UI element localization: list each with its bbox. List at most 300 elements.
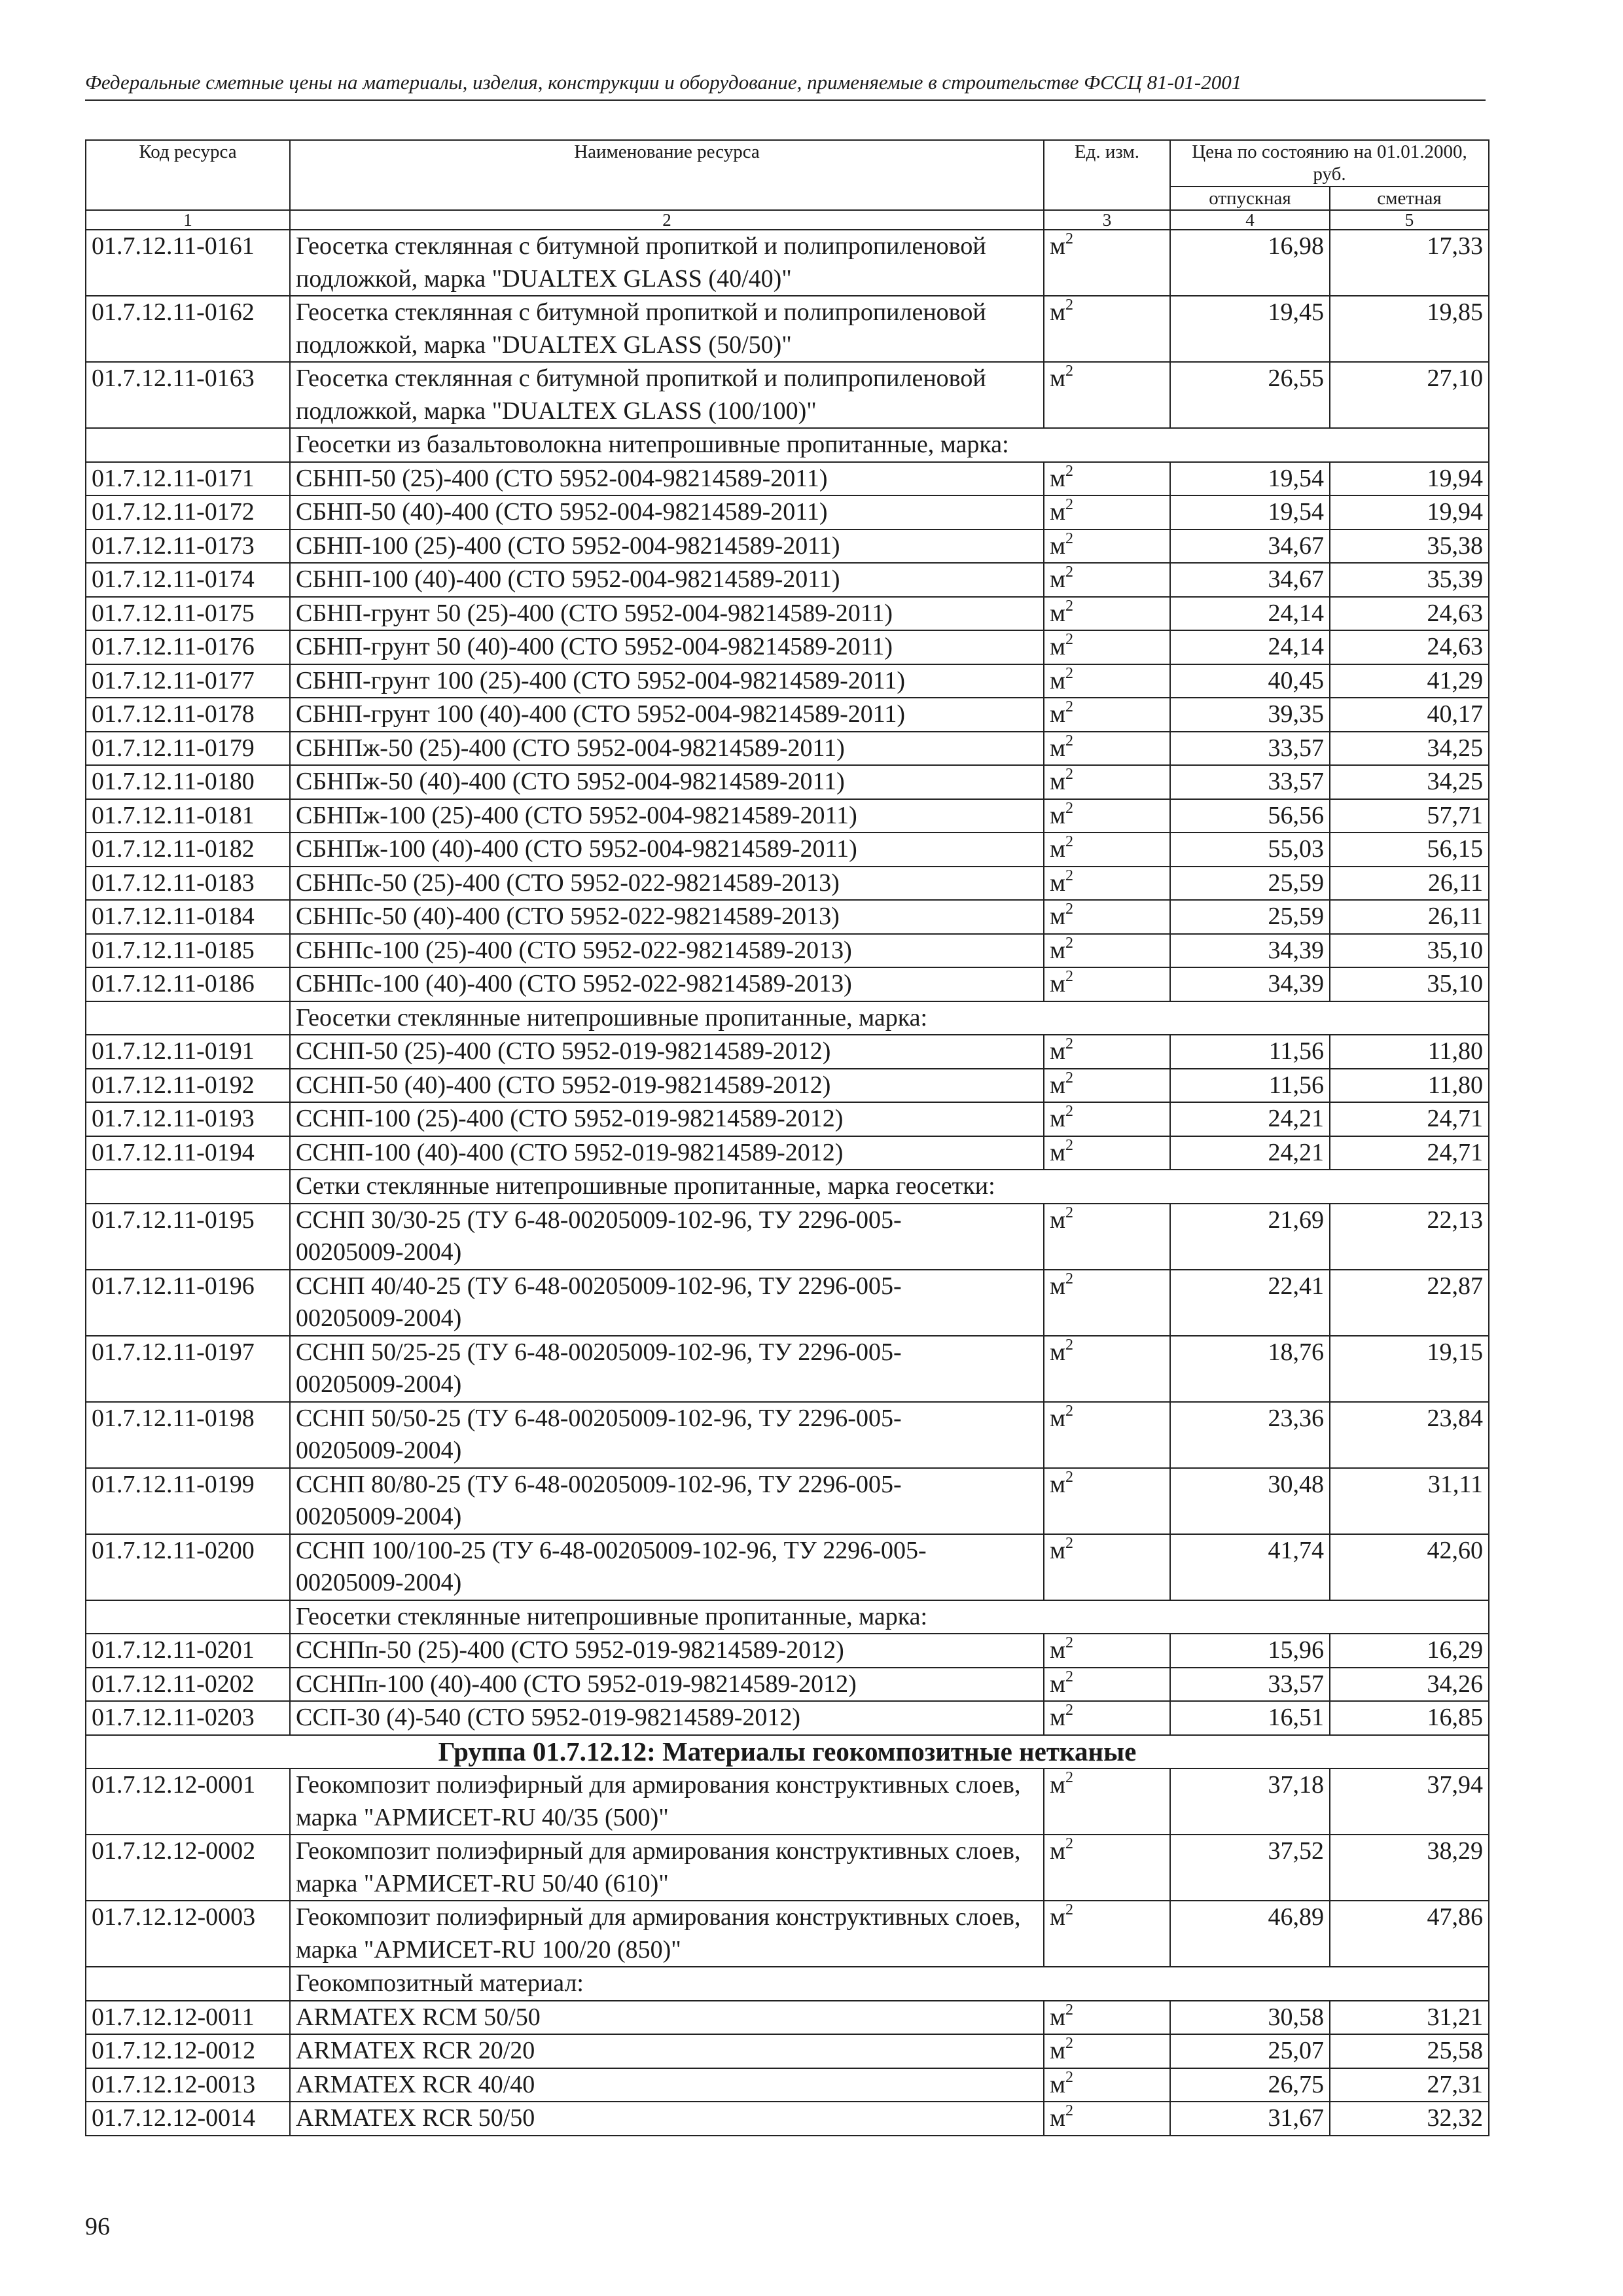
resource-code-text: 01.7.12.12-0002: [92, 1837, 256, 1865]
estimate-price-text: 11,80: [1427, 1071, 1484, 1099]
release-price: [1170, 230, 1330, 296]
estimate-price: [1330, 1069, 1489, 1103]
subheading: [290, 1170, 1489, 1204]
resource-name: [290, 664, 1044, 698]
release-price: [1170, 900, 1330, 934]
col-index: 2: [290, 210, 1044, 230]
estimate-price: [1330, 230, 1489, 296]
unit: [1044, 1204, 1170, 1270]
unit-text: м: [1050, 1837, 1066, 1865]
release-price-text: 25,07: [1268, 2037, 1324, 2064]
estimate-price-text: 24,63: [1427, 599, 1484, 627]
estimate-price: [1330, 900, 1489, 934]
unit-exponent: 2: [1065, 2102, 1074, 2119]
resource-code: [86, 1835, 290, 1901]
subheading: [290, 428, 1489, 462]
subheading-row: [86, 1600, 1489, 1634]
release-price: [1170, 799, 1330, 833]
resource-name: [290, 630, 1044, 664]
unit-text: м: [1050, 1272, 1066, 1300]
unit-text: м: [1050, 1338, 1066, 1366]
resource-code: [86, 1768, 290, 1835]
resource-code-text: 01.7.12.11-0186: [92, 970, 255, 997]
resource-name-text: СБНП-грунт 50 (40)-400 (СТО 5952-004-98214589-2011): [296, 633, 893, 660]
resource-name: [290, 1901, 1044, 1967]
release-price: [1170, 2068, 1330, 2102]
table-row: [86, 529, 1489, 564]
release-price-text: 40,45: [1268, 666, 1324, 694]
release-price: [1170, 967, 1330, 1001]
release-price: [1170, 1634, 1330, 1668]
table-row: [86, 1534, 1489, 1600]
release-price-text: 11,56: [1268, 1071, 1324, 1099]
resource-code: [86, 732, 290, 766]
resource-name: [290, 1136, 1044, 1170]
table-body: [86, 230, 1489, 2136]
price-table: [85, 139, 1489, 2136]
unit: [1044, 732, 1170, 766]
release-price-text: 31,67: [1268, 2104, 1324, 2132]
resource-code-text: 01.7.12.11-0194: [92, 1138, 255, 1166]
resource-code-text: 01.7.12.11-0177: [92, 666, 255, 694]
table-row: [86, 1336, 1489, 1402]
unit-exponent: 2: [1065, 1702, 1074, 1719]
estimate-price: [1330, 597, 1489, 631]
unit-exponent: 2: [1065, 631, 1074, 648]
group-heading-row: [86, 1735, 1489, 1769]
release-price: [1170, 529, 1330, 564]
unit: [1044, 529, 1170, 564]
resource-code: [86, 934, 290, 968]
table-row: [86, 2034, 1489, 2068]
unit-exponent: 2: [1065, 1769, 1074, 1786]
resource-code-text: 01.7.12.11-0178: [92, 700, 255, 728]
unit-text: м: [1050, 565, 1066, 593]
unit-exponent: 2: [1065, 2068, 1074, 2086]
unit: [1044, 765, 1170, 799]
resource-name-text: ССНПп-100 (40)-400 (СТО 5952-019-98214589-2012): [296, 1670, 857, 1698]
release-price: [1170, 1035, 1330, 1069]
resource-name-text: СБНП-50 (40)-400 (СТО 5952-004-98214589-2011): [296, 498, 828, 526]
resource-code: [86, 1035, 290, 1069]
subheading: [290, 1001, 1489, 1035]
resource-name-text: СБНПж-50 (40)-400 (СТО 5952-004-98214589-2011): [296, 768, 845, 795]
estimate-price: [1330, 698, 1489, 732]
resource-name: [290, 362, 1044, 428]
unit-exponent: 2: [1065, 833, 1074, 850]
table-row: [86, 563, 1489, 597]
page-number: 96: [85, 2213, 110, 2240]
resource-name-text: СБНП-грунт 50 (25)-400 (СТО 5952-004-98214589-2011): [296, 599, 893, 627]
release-price-text: 24,14: [1268, 633, 1324, 660]
unit-text: м: [1050, 464, 1066, 492]
unit-text: м: [1050, 1771, 1066, 1799]
table-row: [86, 1069, 1489, 1103]
unit-text: м: [1050, 531, 1066, 560]
resource-code-text: 01.7.12.11-0163: [92, 365, 255, 392]
unit-exponent: 2: [1065, 597, 1074, 615]
release-price-text: 24,14: [1268, 599, 1324, 627]
release-price-text: 16,51: [1268, 1704, 1324, 1731]
unit-text: м: [1050, 1536, 1066, 1564]
subheading-row: [86, 1001, 1489, 1035]
release-price: [1170, 2102, 1330, 2136]
estimate-price: [1330, 495, 1489, 529]
estimate-price-text: 17,33: [1427, 232, 1484, 260]
release-price: [1170, 867, 1330, 901]
resource-name-text: ССНП-50 (25)-400 (СТО 5952-019-98214589-2012): [296, 1037, 831, 1065]
table-row: [86, 362, 1489, 428]
unit-exponent: 2: [1065, 1901, 1074, 1918]
release-price: [1170, 462, 1330, 496]
release-price-text: 25,59: [1268, 903, 1324, 930]
unit-exponent: 2: [1065, 698, 1074, 715]
release-price-text: 22,41: [1268, 1272, 1324, 1300]
unit: [1044, 1634, 1170, 1668]
unit-text: м: [1050, 768, 1066, 795]
release-price: [1170, 1136, 1330, 1170]
resource-code: [86, 765, 290, 799]
resource-code: [86, 2102, 290, 2136]
release-price: [1170, 1069, 1330, 1103]
resource-code: [86, 1069, 290, 1103]
unit-text: м: [1050, 2104, 1066, 2132]
unit-exponent: 2: [1065, 230, 1074, 247]
estimate-price: [1330, 2034, 1489, 2068]
estimate-price-text: 26,11: [1427, 903, 1484, 930]
unit: [1044, 563, 1170, 597]
resource-code: [86, 1468, 290, 1534]
estimate-price-text: 24,71: [1427, 1138, 1484, 1166]
unit-exponent: 2: [1065, 1835, 1074, 1852]
resource-code-text: 01.7.12.12-0014: [92, 2104, 256, 2132]
estimate-price: [1330, 967, 1489, 1001]
resource-code-text: 01.7.12.11-0191: [92, 1037, 255, 1065]
resource-code: [86, 833, 290, 867]
resource-name: [290, 1835, 1044, 1901]
unit: [1044, 1069, 1170, 1103]
resource-name-text: ССП-30 (4)-540 (СТО 5952-019-98214589-2012): [296, 1704, 801, 1731]
resource-name: [290, 1768, 1044, 1835]
release-price-text: 26,75: [1268, 2070, 1324, 2098]
resource-name: [290, 1634, 1044, 1668]
unit: [1044, 630, 1170, 664]
table-row: [86, 732, 1489, 766]
release-price-text: 34,67: [1268, 565, 1324, 593]
resource-code-text: 01.7.12.11-0197: [92, 1338, 255, 1366]
table-row: [86, 967, 1489, 1001]
estimate-price: [1330, 1336, 1489, 1402]
unit-exponent: 2: [1065, 1136, 1074, 1154]
resource-code: [86, 1534, 290, 1600]
estimate-price: [1330, 1901, 1489, 1967]
estimate-price-text: 56,15: [1427, 835, 1484, 863]
table-row: [86, 495, 1489, 529]
estimate-price: [1330, 732, 1489, 766]
unit-text: м: [1050, 1470, 1066, 1498]
estimate-price-text: 16,29: [1427, 1636, 1484, 1664]
resource-name-text: СБНПж-100 (25)-400 (СТО 5952-004-98214589-2011): [296, 801, 857, 829]
release-price-text: 15,96: [1268, 1636, 1324, 1664]
release-price-text: 46,89: [1268, 1903, 1324, 1931]
estimate-price-text: 31,21: [1427, 2003, 1484, 2031]
resource-name: [290, 765, 1044, 799]
col-index: 4: [1170, 210, 1330, 230]
estimate-price-text: 34,25: [1427, 768, 1484, 795]
unit-text: м: [1050, 1105, 1066, 1132]
estimate-price: [1330, 867, 1489, 901]
unit-text: м: [1050, 666, 1066, 694]
resource-code: [86, 2068, 290, 2102]
release-price-text: 34,67: [1268, 531, 1324, 560]
resource-name-text: Геосетка стеклянная с битумной пропиткой и полипропиленовой подложкой, марка "DUALTEX GLASS (40/40)": [296, 232, 986, 293]
unit-exponent: 2: [1065, 1336, 1074, 1354]
table-row: [86, 1901, 1489, 1967]
release-price: [1170, 934, 1330, 968]
resource-code-text: 01.7.12.11-0182: [92, 835, 255, 863]
resource-code: [86, 362, 290, 428]
estimate-price-text: 26,11: [1427, 869, 1484, 897]
unit: [1044, 799, 1170, 833]
subheading-text: Геосетки стеклянные нитепрошивные пропитанные, марка:: [296, 1602, 928, 1630]
unit-text: м: [1050, 700, 1066, 728]
resource-name: [290, 563, 1044, 597]
resource-name-text: ARMATEX RCR 40/40: [296, 2070, 535, 2098]
table-row: [86, 1768, 1489, 1835]
resource-code: [86, 597, 290, 631]
unit-text: м: [1050, 936, 1066, 964]
resource-code-text: 01.7.12.11-0203: [92, 1704, 255, 1731]
unit-text: м: [1050, 1138, 1066, 1166]
unit: [1044, 2001, 1170, 2035]
estimate-price-text: 19,94: [1427, 498, 1484, 526]
table-row: [86, 1668, 1489, 1702]
estimate-price-text: 23,84: [1427, 1404, 1484, 1432]
release-price-text: 16,98: [1268, 232, 1324, 260]
release-price-text: 11,56: [1268, 1037, 1324, 1065]
unit-exponent: 2: [1065, 296, 1074, 314]
unit-exponent: 2: [1065, 766, 1074, 783]
unit-text: м: [1050, 801, 1066, 829]
resource-name-text: СБНПс-100 (25)-400 (СТО 5952-022-98214589-2013): [296, 936, 852, 964]
subheading-code-cell: [86, 1170, 290, 1204]
resource-name: [290, 900, 1044, 934]
unit-text: м: [1050, 835, 1066, 863]
resource-name-text: СБНП-50 (25)-400 (СТО 5952-004-98214589-2011): [296, 464, 828, 492]
estimate-price-text: 35,38: [1427, 531, 1484, 560]
unit: [1044, 462, 1170, 496]
unit-exponent: 2: [1065, 1402, 1074, 1420]
unit-text: м: [1050, 2070, 1066, 2098]
resource-code-text: 01.7.12.11-0180: [92, 768, 255, 795]
release-price: [1170, 1102, 1330, 1136]
resource-name: [290, 230, 1044, 296]
unit: [1044, 1668, 1170, 1702]
estimate-price: [1330, 362, 1489, 428]
resource-code: [86, 698, 290, 732]
resource-name-text: СБНПж-100 (40)-400 (СТО 5952-004-98214589-2011): [296, 835, 857, 863]
resource-code: [86, 630, 290, 664]
subheading: [290, 1967, 1489, 2001]
unit-exponent: 2: [1065, 529, 1074, 547]
resource-name-text: ССНП 80/80-25 (ТУ 6-48-00205009-102-96, ТУ 2296-005-: [296, 1470, 902, 1498]
unit: [1044, 1270, 1170, 1336]
resource-name: [290, 495, 1044, 529]
resource-code: [86, 1336, 290, 1402]
estimate-price: [1330, 563, 1489, 597]
unit: [1044, 362, 1170, 428]
unit: [1044, 1468, 1170, 1534]
resource-code-text: 01.7.12.11-0173: [92, 531, 255, 560]
estimate-price: [1330, 1270, 1489, 1336]
resource-name-text: Геосетка стеклянная с битумной пропиткой и полипропиленовой подложкой, марка "DUALTEX GLASS (100/100)": [296, 365, 986, 425]
estimate-price: [1330, 1701, 1489, 1735]
col-header-unit: Ед. изм.: [1044, 140, 1170, 210]
resource-code: [86, 1102, 290, 1136]
estimate-price-text: 41,29: [1427, 666, 1484, 694]
unit-text: м: [1050, 869, 1066, 897]
resource-name: [290, 1069, 1044, 1103]
estimate-price-text: 25,58: [1427, 2037, 1484, 2064]
release-price: [1170, 765, 1330, 799]
unit-text: м: [1050, 1903, 1066, 1931]
unit: [1044, 2034, 1170, 2068]
subheading-code-cell: [86, 1600, 290, 1634]
unit-exponent: 2: [1065, 732, 1074, 749]
estimate-price-text: 19,85: [1427, 298, 1484, 326]
release-price-text: 24,21: [1268, 1105, 1324, 1132]
estimate-price-text: 24,71: [1427, 1105, 1484, 1132]
unit-text: м: [1050, 903, 1066, 930]
resource-code-text: 01.7.12.11-0192: [92, 1071, 255, 1099]
estimate-price-text: 27,31: [1427, 2070, 1484, 2098]
table-row: [86, 2001, 1489, 2035]
resource-name-text: ССНП 50/50-25 (ТУ 6-48-00205009-102-96, ТУ 2296-005-: [296, 1404, 902, 1432]
release-price-text: 18,76: [1268, 1338, 1324, 1366]
resource-name: [290, 462, 1044, 496]
release-price: [1170, 1204, 1330, 1270]
subheading-text: Геокомпозитный материал:: [296, 1969, 584, 1997]
release-price: [1170, 1768, 1330, 1835]
subheading-code-cell: [86, 1967, 290, 2001]
unit: [1044, 664, 1170, 698]
resource-name-text: Геокомпозит полиэфирный для армирования конструктивных слоев, марка "АРМИСЕТ-RU 50/40 (610)": [296, 1837, 1021, 1897]
release-price-text: 55,03: [1268, 835, 1324, 863]
unit-text: м: [1050, 1704, 1066, 1731]
unit: [1044, 1835, 1170, 1901]
release-price-text: 56,56: [1268, 801, 1324, 829]
estimate-price-text: 27,10: [1427, 365, 1484, 392]
resource-code-text: 01.7.12.11-0162: [92, 298, 255, 326]
resource-code-text: 01.7.12.12-0001: [92, 1771, 256, 1799]
resource-code: [86, 462, 290, 496]
resource-code-text: 01.7.12.11-0201: [92, 1636, 255, 1664]
table-row: [86, 597, 1489, 631]
table-row: [86, 765, 1489, 799]
estimate-price-text: 47,86: [1427, 1903, 1484, 1931]
unit-text: м: [1050, 2037, 1066, 2064]
unit: [1044, 1768, 1170, 1835]
subheading-text: Геосетки стеклянные нитепрошивные пропитанные, марка:: [296, 1003, 928, 1031]
col-header-code: Код ресурса: [86, 140, 290, 210]
resource-name: [290, 2102, 1044, 2136]
unit-text: м: [1050, 1037, 1066, 1065]
unit-text: м: [1050, 498, 1066, 526]
estimate-price: [1330, 1204, 1489, 1270]
release-price-text: 39,35: [1268, 700, 1324, 728]
resource-code-text: 01.7.12.12-0011: [92, 2003, 255, 2031]
estimate-price: [1330, 664, 1489, 698]
unit: [1044, 2102, 1170, 2136]
resource-code-text: 01.7.12.11-0184: [92, 903, 255, 930]
unit-exponent: 2: [1065, 496, 1074, 513]
estimate-price: [1330, 1768, 1489, 1835]
release-price: [1170, 1668, 1330, 1702]
resource-code-text: 01.7.12.12-0012: [92, 2037, 256, 2064]
document-header: Федеральные сметные цены на материалы, изделия, конструкции и оборудование, применяемые в строительстве ФССЦ 81-01-2001: [85, 69, 1486, 101]
resource-code: [86, 2001, 290, 2035]
estimate-price: [1330, 1835, 1489, 1901]
resource-code: [86, 1901, 290, 1967]
unit: [1044, 230, 1170, 296]
estimate-price-text: 40,17: [1427, 700, 1484, 728]
unit: [1044, 495, 1170, 529]
estimate-price: [1330, 1668, 1489, 1702]
unit-exponent: 2: [1065, 799, 1074, 817]
resource-name-text: СБНП-грунт 100 (25)-400 (СТО 5952-004-98214589-2011): [296, 666, 906, 694]
resource-code: [86, 563, 290, 597]
table-row: [86, 934, 1489, 968]
release-price: [1170, 495, 1330, 529]
release-price-text: 37,18: [1268, 1771, 1324, 1799]
estimate-price-text: 42,60: [1427, 1536, 1484, 1564]
release-price-text: 34,39: [1268, 970, 1324, 997]
unit-exponent: 2: [1065, 2035, 1074, 2052]
resource-code-text: 01.7.12.11-0183: [92, 869, 255, 897]
estimate-price-text: 31,11: [1427, 1470, 1484, 1498]
unit: [1044, 900, 1170, 934]
subheading-row: [86, 1967, 1489, 2001]
release-price: [1170, 1701, 1330, 1735]
unit: [1044, 296, 1170, 362]
resource-name-text: ССНП-50 (40)-400 (СТО 5952-019-98214589-2012): [296, 1071, 831, 1099]
unit: [1044, 1534, 1170, 1600]
unit: [1044, 1901, 1170, 1967]
resource-name: [290, 1336, 1044, 1402]
release-price: [1170, 362, 1330, 428]
release-price-text: 30,58: [1268, 2003, 1324, 2031]
table-row: [86, 1270, 1489, 1336]
resource-code: [86, 664, 290, 698]
resource-name-continued: 00205009-2004): [296, 1437, 462, 1464]
estimate-price: [1330, 529, 1489, 564]
resource-code-text: 01.7.12.11-0174: [92, 565, 255, 593]
release-price: [1170, 664, 1330, 698]
estimate-price: [1330, 1634, 1489, 1668]
resource-name: [290, 1701, 1044, 1735]
resource-code: [86, 867, 290, 901]
unit-exponent: 2: [1065, 1668, 1074, 1685]
estimate-price: [1330, 296, 1489, 362]
unit-text: м: [1050, 1670, 1066, 1698]
unit-text: м: [1050, 1636, 1066, 1664]
unit-text: м: [1050, 1206, 1066, 1234]
resource-code-text: 01.7.12.11-0176: [92, 633, 255, 660]
estimate-price-text: 16,85: [1427, 1704, 1484, 1731]
estimate-price: [1330, 833, 1489, 867]
unit-text: м: [1050, 365, 1066, 392]
resource-name-text: ARMATEX RCM 50/50: [296, 2003, 541, 2031]
